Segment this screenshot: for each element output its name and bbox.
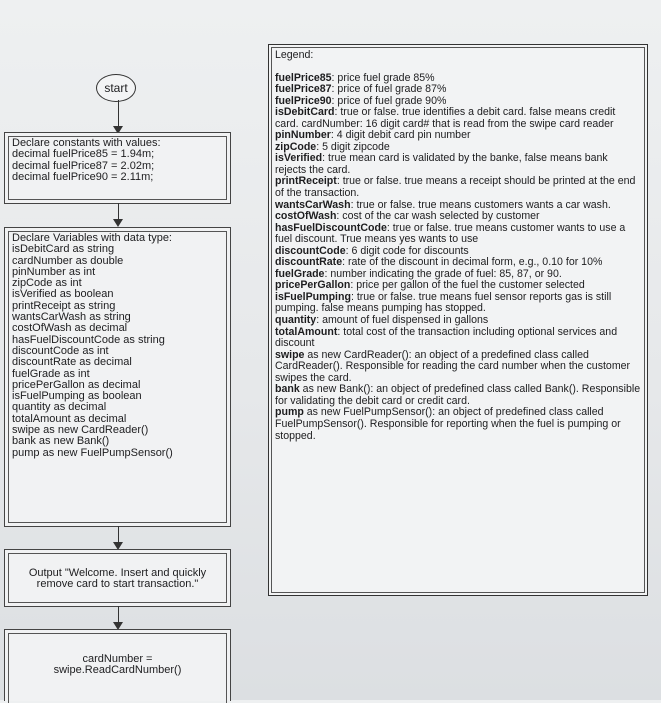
variable-declaration-line: quantity as decimal (12, 401, 107, 414)
legend-term: zipCode (275, 140, 317, 153)
variable-declaration-line: wantsCarWash as string (12, 311, 131, 324)
legend-title: Legend: (275, 49, 314, 61)
legend-description: as new FuelPumpSensor(): an object of predefined class called FuelPumpSensor(). Responsible for reporting when the fuel is pumping or stopped. (275, 406, 621, 442)
legend-entry (275, 327, 641, 350)
flow-arrow (118, 606, 119, 628)
legend-description: : number indicating the grade of fuel: 85, 87, or 90. (324, 267, 562, 280)
legend-description: : rate of the discount in decimal form, e.g., 0.10 for 10% (342, 256, 603, 269)
legend-term: pinNumber (275, 129, 331, 142)
variable-declaration-line: totalAmount as decimal (12, 412, 127, 425)
variable-declaration-line: pricePerGallon as decimal (12, 378, 141, 391)
legend-entry (275, 350, 641, 385)
legend-term: isFuelPumping (275, 290, 351, 303)
variable-declaration-line: pinNumber as int (12, 265, 96, 278)
constants-line: decimal fuelPrice85 = 1.94m; (12, 148, 155, 161)
output-box (4, 549, 231, 607)
variable-declaration-line: pump as new FuelPumpSensor() (12, 446, 173, 459)
legend-term: quantity (275, 314, 317, 327)
legend-term: wantsCarWash (275, 198, 351, 211)
legend-entry (275, 384, 641, 407)
output-line: remove card to start transaction." (36, 578, 199, 591)
variable-declaration-line: swipe as new CardReader() (12, 424, 149, 437)
start-label: start (104, 81, 128, 95)
legend-description: : price per gallon of the fuel the customer selected (350, 279, 585, 292)
variable-declaration-line: Declare Variables with data type: (12, 232, 172, 244)
variable-declaration-line: discountCode as int (12, 344, 109, 357)
output-text (9, 554, 226, 592)
legend-entry (275, 153, 641, 176)
legend-description: : true or false. true means fuel sensor reports gas is still pumping. false means pumping has stopped. (275, 290, 612, 315)
legend-description: as new Bank(): an object of predefined class called Bank(). Responsible for validating the debit card or credit card. (275, 383, 641, 407)
legend-term: fuelPrice85 (275, 71, 332, 84)
variable-declaration-line: isDebitCard as string (12, 243, 115, 256)
legend-description: : price fuel grade 85% (331, 71, 435, 84)
legend-description: : 4 digit debit card pin number (330, 129, 471, 142)
legend-term: isDebitCard (275, 106, 335, 119)
legend-term: pricePerGallon (275, 279, 351, 292)
constants-line: decimal fuelPrice87 = 2.02m; (12, 159, 155, 172)
legend-description: : price of fuel grade 87% (331, 83, 447, 96)
constants-text (9, 137, 226, 184)
legend-entries (275, 73, 641, 443)
legend-description: as new CardReader(): an object of a predefined class called CardReader(). Responsible for reading the card number when the customer swipes the card. (275, 348, 631, 384)
variable-declaration-line: hasFuelDiscountCode as string (12, 333, 165, 346)
legend-description: : true or false. true means customers wants a car wash. (350, 198, 611, 211)
card-number-line: swipe.ReadCardNumber() (53, 664, 182, 677)
legend-description: : price of fuel grade 90% (331, 94, 447, 107)
legend-term: fuelPrice90 (275, 94, 332, 107)
legend-description: : true or false. true means customer wants to use a fuel discount. True means yes wants to use (275, 221, 626, 246)
constants-process-box (4, 132, 231, 204)
legend-description: : amount of fuel dispensed in gallons (316, 314, 489, 327)
variable-declaration-line: cardNumber as double (12, 254, 124, 267)
variable-declaration-line: printReceipt as string (12, 299, 116, 312)
legend-description: : true mean card is validated by the banke, false means bank rejects the card. (275, 152, 608, 176)
legend-term: printReceipt (275, 175, 337, 188)
legend-description: : cost of the car wash selected by customer (336, 210, 540, 223)
legend-entry (275, 176, 641, 199)
legend-term: pump (275, 406, 304, 419)
legend-term: discountRate (275, 256, 343, 269)
constants-line: decimal fuelPrice90 = 2.11m; (12, 170, 154, 183)
start-terminal (96, 74, 136, 102)
variable-declaration-line: isFuelPumping as boolean (12, 390, 142, 403)
variables-process-box (4, 227, 231, 527)
legend-term: costOfWash (275, 210, 337, 223)
legend-term: hasFuelDiscountCode (275, 221, 387, 234)
legend-term: bank (275, 383, 300, 396)
constants-line: Declare constants with values: (12, 137, 161, 149)
output-line: Output "Welcome. Insert and quickly (28, 567, 207, 579)
flow-arrow (118, 526, 119, 548)
legend-entry (275, 407, 641, 442)
flow-arrow (118, 100, 119, 132)
legend-box (268, 44, 648, 596)
variables-text (9, 232, 226, 460)
legend-description: : 6 digit code for discounts (345, 244, 469, 257)
legend-description: : true or false. true identifies a debit card. false means credit card. cardNumber: 16 digit card# that is read from the swipe card reader (275, 106, 616, 130)
card-number-text (9, 634, 226, 678)
card-number-line: cardNumber = (82, 653, 153, 665)
legend-term: fuelPrice87 (275, 83, 332, 96)
legend-description: : true or false. true means a receipt should be printed at the end of the transaction. (275, 175, 636, 200)
legend-term: swipe (275, 348, 305, 361)
variable-declaration-line: bank as new Bank() (12, 435, 110, 448)
legend-term: discountCode (275, 244, 346, 257)
variable-declaration-line: zipCode as int (12, 277, 82, 290)
legend-term: totalAmount (275, 325, 338, 338)
variable-declaration-line: fuelGrade as int (12, 367, 90, 380)
legend-entry (275, 107, 641, 130)
legend-term: fuelGrade (275, 267, 325, 280)
legend-term: isVerified (275, 152, 323, 165)
card-number-process-box (4, 629, 231, 701)
flow-arrow (118, 203, 119, 225)
variable-declaration-line: isVerified as boolean (12, 288, 114, 301)
variable-declaration-line: costOfWash as decimal (12, 322, 128, 335)
variable-declaration-line: discountRate as decimal (12, 356, 132, 369)
legend-entry (275, 292, 641, 315)
legend-description: : total cost of the transaction including optional services and discount (275, 325, 618, 350)
legend-entry (275, 223, 641, 246)
legend-description: : 5 digit zipcode (316, 140, 390, 153)
